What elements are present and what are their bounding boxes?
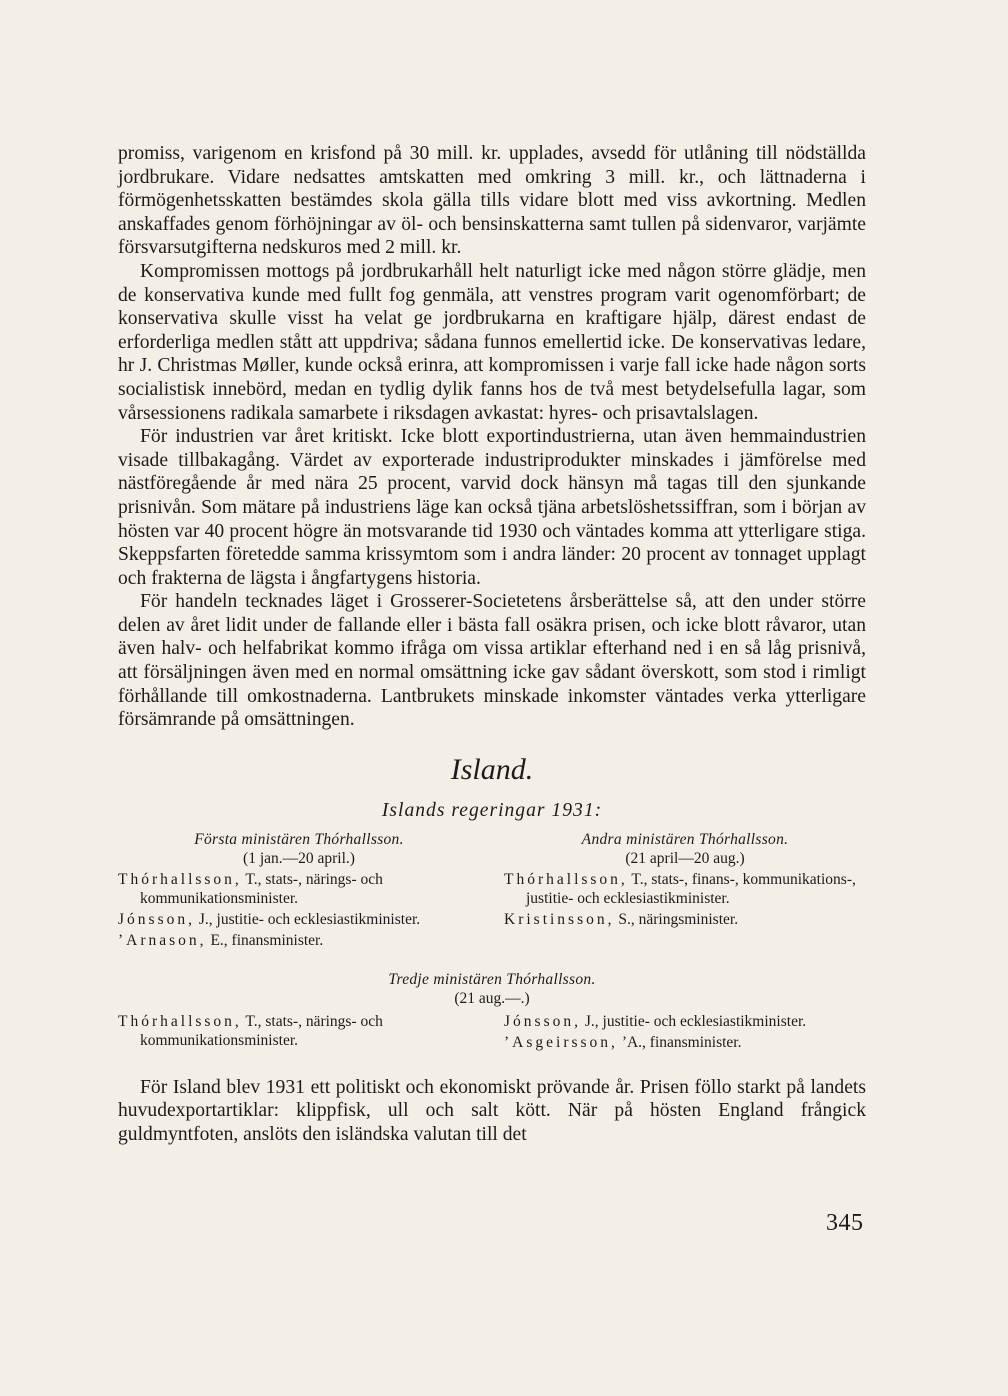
government-third-dates: (21 aug.—.) [454,989,530,1007]
government-third-title: Tredje ministären Thórhallsson. [388,970,596,988]
paragraph-island: För Island blev 1931 ett politiskt och ekonomiskt prövande år. Prisen föllo starkt på landets huvudexportartiklar: klippfisk, ull och salt kött. När på hösten England frångick guldmyntfoten, anslöts den isländska valutan till det [118,1076,866,1146]
minister-name: Thórhallsson, [118,1012,242,1030]
government-third-right [504,1010,866,1054]
minister-entry [118,931,480,950]
minister-name: ’Asgeirsson, [504,1033,618,1051]
minister-entry [118,870,480,908]
minister-role: J., justitie- och ecklesiastikminister. [584,1012,807,1030]
minister-role: T., stats-, närings- och kommunikationsminister. [140,870,383,907]
minister-role: T., stats-, finans-, kommunikations-, justitie- och ecklesiastikminister. [526,870,856,907]
government-third-left [118,1010,480,1054]
page-body [118,142,866,1147]
minister-name: Jónsson, [118,910,195,928]
government-third [118,1010,866,1054]
minister-name: Thórhallsson, [118,870,242,888]
governments-1-2 [118,830,866,952]
government-title: Första ministären Thórhallsson. [194,830,404,848]
paragraph-industrien: För industrien var året kritiskt. Icke blott exportindustrierna, utan även hemmaindustrien visade tillbakagång. Värdet av exporterade industriprodukter minskades i jämförelse med nästföregående år med nära 25 procent, varvid dock hänsyn må tagas till den sjunkande prisnivån. Som mätare på industriens läge kan också tjäna arbetslöshetssiffran, som i början av hösten var 40 procent högre än motsvarande tid 1930 och väntades komma att ytterligare stiga. Skeppsfarten företedde samma krissymtom som i andra länder: 20 procent av tonnaget upplagt och frakterna de lägsta i ångfartygens historia. [118,426,866,589]
section-title: Island. [450,752,534,786]
government-first [118,830,480,952]
minister-role: J., justitie- och ecklesiastikminister. [198,910,421,928]
minister-entry [118,910,480,929]
minister-role: E., finansminister. [210,931,324,949]
page-number: 345 [826,1210,864,1236]
minister-name: Thórhallsson, [504,870,628,888]
minister-role: S., näringsminister. [618,910,739,928]
government-dates: (1 jan.—20 april.) [243,849,355,867]
minister-name: ’Arnason, [118,931,207,949]
minister-entry [504,910,866,929]
minister-role: T., stats-, närings- och kommunikationsminister. [140,1012,383,1049]
paragraph-kompromiss-cont: promiss, varigenom en krisfond på 30 mill. kr. upplades, avsedd för utlåning till nödställda jordbrukare. Vidare nedsattes amtskatten med omkring 3 mill. kr., och lättnaderna i förmögenhetsskatten bestämdes skola gälla tills vidare blott med viss avkortning. Medlen anskaffades genom förhöjningar av öl- och bensinskatterna samt tullen på sidenvaror, varjämte försvarsutgifterna nedskuros med 2 mill. kr. [118,143,866,259]
minister-entry [504,870,866,908]
minister-name: Jónsson, [504,1012,581,1030]
minister-role: ’A., finansminister. [621,1033,742,1051]
paragraph-kompromissen: Kompromissen mottogs på jordbrukarhåll helt naturligt icke med någon större glädje, men de konservativa kunde med fullt fog genmäla, att venstres program varit ogenomförbart; de konservativa skulle visst ha velat ge jordbrukarna en kraftigare hjälp, därest endast de erforderliga medlen stått att uppdriva; sådana funnos emellertid icke. De konservativas ledare, hr J. Christmas Møller, kunde också erinra, att kompromissen i varje fall icke hade någon sorts socialistisk innebörd, medan en tydlig dylik fanns hos de två mest betydelsefulla lagar, som vårsessionens radikala samarbete i riksdagen avkastat: hyres- och prisavtalslagen. [118,260,866,424]
minister-entry [118,1012,480,1050]
minister-entry [504,1012,866,1031]
minister-name: Kristinsson, [504,910,615,928]
paragraph-handeln: För handeln tecknades läget i Grosserer-Societetens årsberättelse så, att den under större delen av året lidit under de fallande eller i bästa fall osäkra prisen, och icke blott råvaror, utan även halv- och helfabrikat kommo ifråga om vissa artiklar efterhand ned i en så låg prisnivå, att försäljningen även med en normal omsättning icke gav sådant överskott, som stod i rimligt förhållande till omkostnaderna. Lantbrukets minskade inkomster väntades verka ytterligare försämrande på omsättningen. [118,591,866,731]
section-subtitle: Islands regeringar 1931: [381,799,603,821]
government-second [504,830,866,952]
government-dates: (21 april—20 aug.) [625,849,745,867]
minister-entry [504,1033,866,1052]
government-title: Andra ministären Thórhallsson. [581,830,789,848]
